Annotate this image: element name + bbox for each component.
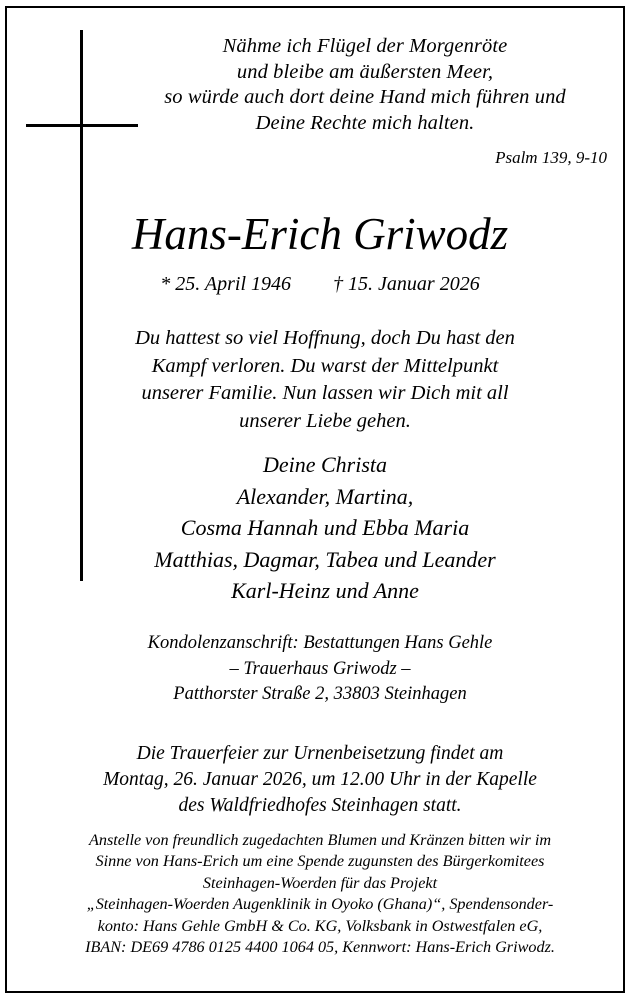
memorial-verse-line: Du hattest so viel Hoffnung, doch Du hast den <box>135 327 515 349</box>
donation-line: konto: Hans Gehle GmbH & Co. KG, Volksbank in Ostwestfalen eG, <box>97 916 543 935</box>
condolence-address <box>60 631 580 708</box>
condolence-line: Patthorster Straße 2, 33803 Steinhagen <box>173 684 467 704</box>
donation-request <box>35 830 605 958</box>
psalm-reference: Psalm 139, 9-10 <box>495 148 607 167</box>
death-date <box>333 273 480 295</box>
life-dates <box>40 272 600 296</box>
birth-date-value: 25. April 1946 <box>175 273 292 295</box>
funeral-service-info <box>45 741 595 819</box>
deceased-name: Hans-Erich Griwodz <box>131 209 509 259</box>
psalm-verse-line: Nähme ich Flügel der Morgenröte <box>222 35 508 57</box>
donation-line: Sinne von Hans-Erich um eine Spende zugunsten des Bürgerkomitees <box>95 852 545 871</box>
donation-line-iban: IBAN: DE69 4786 0125 4400 1064 05, Kennwort: Hans-Erich Griwodz. <box>85 938 555 957</box>
condolence-line: – Trauerhaus Griwodz – <box>229 658 411 679</box>
memorial-verse-line: Kampf verloren. Du warst der Mittelpunkt <box>151 354 499 377</box>
mourners-list <box>55 449 595 607</box>
mourner-line: Cosma Hannah und Ebba Maria <box>180 515 470 540</box>
mourner-line: Alexander, Martina, <box>236 483 414 509</box>
memorial-verse-line: unserer Familie. Nun lassen wir Dich mit all <box>141 382 509 404</box>
birth-date <box>160 273 291 295</box>
memorial-verse <box>110 325 540 435</box>
dagger-icon: † <box>333 273 344 295</box>
memorial-verse-line: unserer Liebe gehen. <box>239 409 411 432</box>
donation-line: „Steinhagen-Woerden Augenklinik in Oyoko (Ghana)“, Spendensonder- <box>86 895 554 914</box>
service-line: Die Trauerfeier zur Urnenbeisetzung findet am <box>136 743 504 764</box>
death-date-value: 15. Januar 2026 <box>348 273 480 295</box>
donation-line: Anstelle von freundlich zugedachten Blumen und Kränzen bitten wir im <box>88 831 552 849</box>
mourner-line: Karl-Heinz und Anne <box>231 578 419 603</box>
birth-symbol-icon: * <box>160 273 171 295</box>
service-line: Montag, 26. Januar 2026, um 12.00 Uhr in der Kapelle <box>103 769 537 790</box>
psalm-verse-line: Deine Rechte mich halten. <box>255 111 475 134</box>
mourner-line: Matthias, Dagmar, Tabea und Leander <box>154 546 496 572</box>
mourner-line: Deine Christa <box>262 452 388 477</box>
psalm-verse-line: und bleibe am äußersten Meer, <box>236 60 494 83</box>
psalm-verse-line: so würde auch dort deine Hand mich führen und <box>164 86 566 108</box>
condolence-line: Kondolenzanschrift: Bestattungen Hans Gehle <box>147 633 493 653</box>
donation-line: Steinhagen-Woerden für das Projekt <box>202 873 438 892</box>
service-line: des Waldfriedhofes Steinhagen statt. <box>178 795 462 816</box>
psalm-verse <box>120 34 610 136</box>
